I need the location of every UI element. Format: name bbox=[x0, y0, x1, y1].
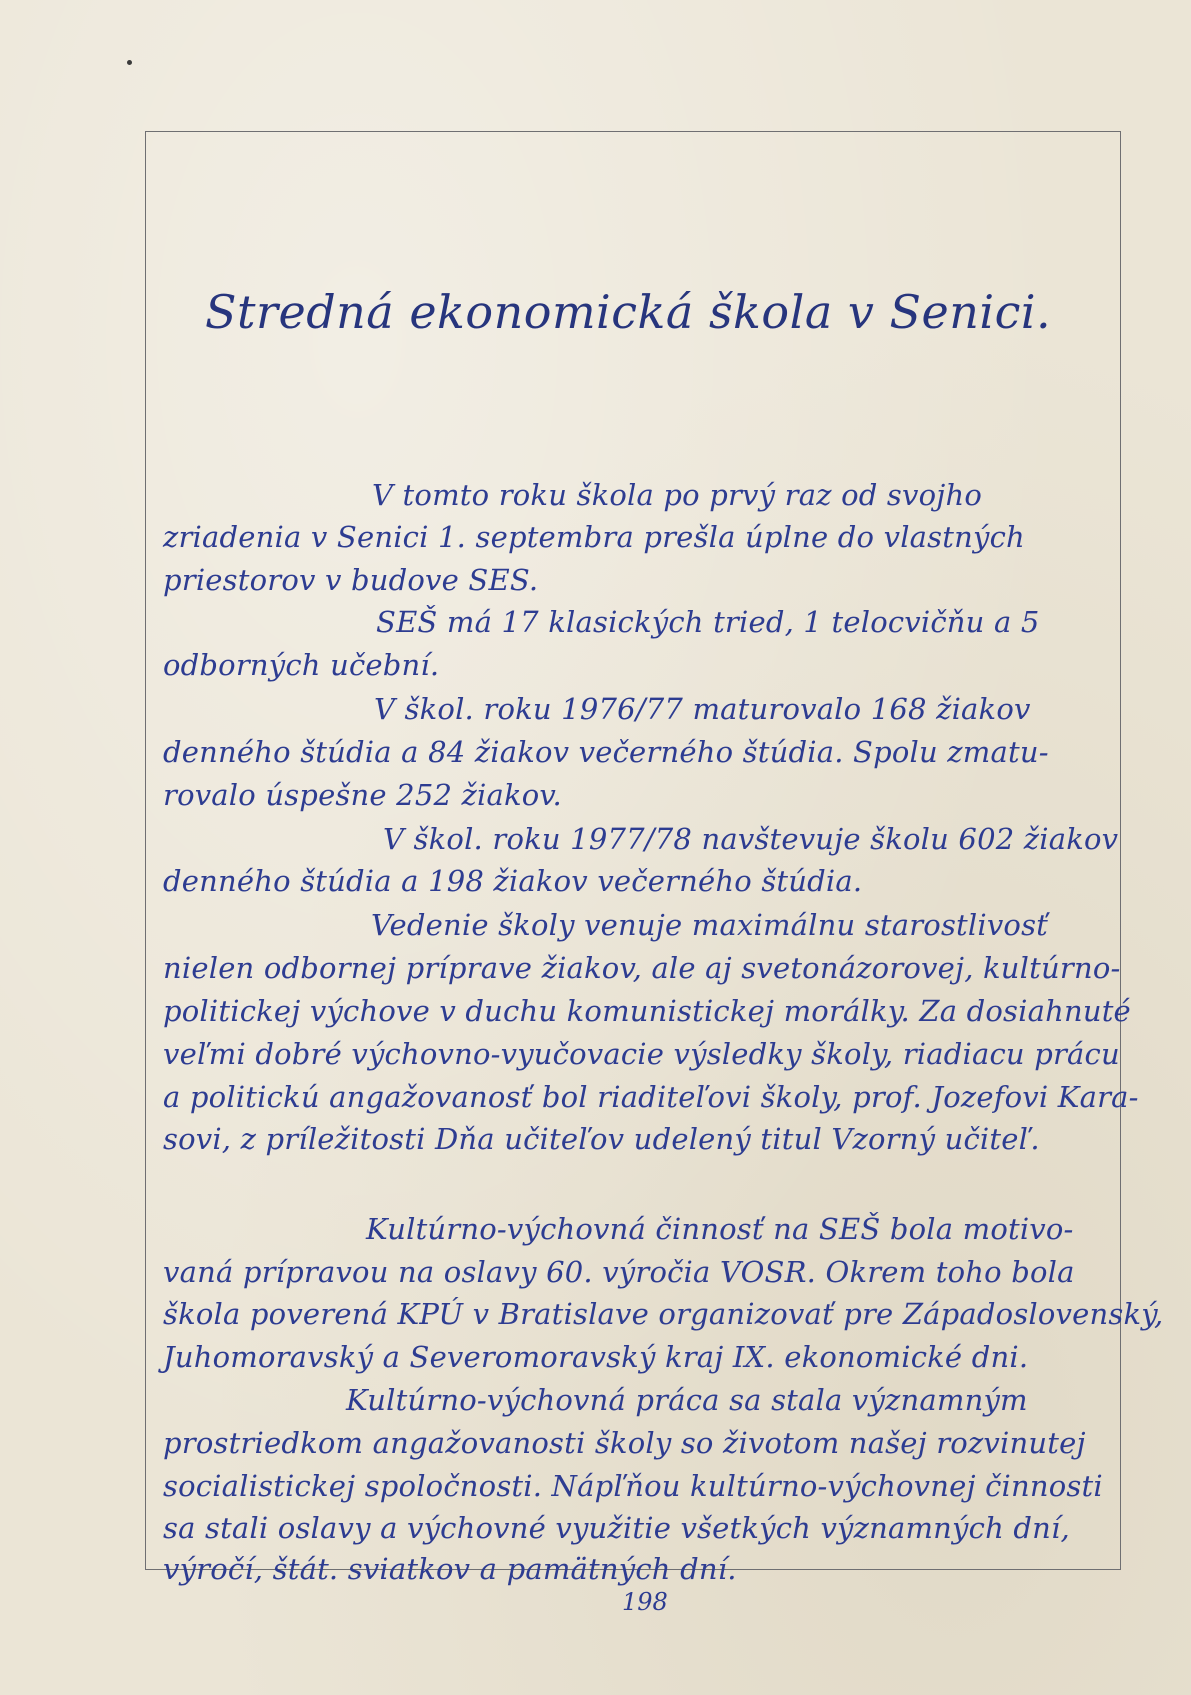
text-line: prostriedkom angažovanosti školy so životom našej rozvinutej bbox=[163, 1426, 1086, 1460]
text-line: politickej výchove v duchu komunistickej morálky. Za dosiahnuté bbox=[163, 994, 1131, 1028]
page-number: 198 bbox=[622, 1588, 668, 1616]
text-line: výročí, štát. sviatkov a pamätných dní. bbox=[163, 1552, 737, 1586]
text-line: socialistickej spoločnosti. Nápľňou kultúrno-výchovnej činnosti bbox=[163, 1469, 1103, 1503]
text-line: vaná prípravou na oslavy 60. výročia VOSR. Okrem toho bola bbox=[163, 1255, 1075, 1289]
text-line: V škol. roku 1976/77 maturovalo 168 žiakov bbox=[374, 692, 1031, 726]
text-line: škola poverená KPÚ v Bratislave organizovať pre Západoslovenský, bbox=[163, 1297, 1164, 1331]
text-line: sovi, z príležitosti Dňa učiteľov udelený titul Vzorný učiteľ. bbox=[163, 1122, 1040, 1156]
text-line: SEŠ má 17 klasických tried, 1 telocvičňu a 5 bbox=[376, 605, 1040, 639]
text-line: zriadenia v Senici 1. septembra prešla úplne do vlastných bbox=[163, 520, 1025, 554]
text-line: a politickú angažovanosť bol riaditeľovi školy, prof. Jozefovi Kara- bbox=[163, 1080, 1139, 1114]
page-title: Stredná ekonomická škola v Senici. bbox=[205, 285, 1052, 339]
text-line: priestorov v budove SES. bbox=[163, 563, 539, 597]
text-line: Kultúrno-výchovná práca sa stala významným bbox=[346, 1383, 1028, 1417]
text-line: rovalo úspešne 252 žiakov. bbox=[163, 778, 562, 812]
text-line: denného štúdia a 84 žiakov večerného štúdia. Spolu zmatu- bbox=[163, 735, 1049, 769]
text-line: V tomto roku škola po prvý raz od svojho bbox=[372, 478, 982, 512]
text-line: odborných učební. bbox=[163, 648, 440, 682]
text-line: veľmi dobré výchovno-vyučovacie výsledky školy, riadiacu prácu bbox=[163, 1037, 1120, 1071]
text-line: sa stali oslavy a výchovné využitie všetkých významných dní, bbox=[163, 1511, 1070, 1545]
ink-spot bbox=[127, 60, 132, 65]
text-line: Juhomoravský a Severomoravský kraj IX. ekonomické dni. bbox=[163, 1340, 1029, 1374]
text-line: Vedenie školy venuje maximálnu starostlivosť bbox=[371, 908, 1049, 942]
text-line: nielen odbornej príprave žiakov, ale aj svetonázorovej, kultúrno- bbox=[163, 951, 1121, 985]
text-line: denného štúdia a 198 žiakov večerného štúdia. bbox=[163, 864, 863, 898]
text-line: V škol. roku 1977/78 navštevuje školu 602 žiakov bbox=[383, 822, 1119, 856]
text-line: Kultúrno-výchovná činnosť na SEŠ bola motivo- bbox=[366, 1212, 1074, 1246]
